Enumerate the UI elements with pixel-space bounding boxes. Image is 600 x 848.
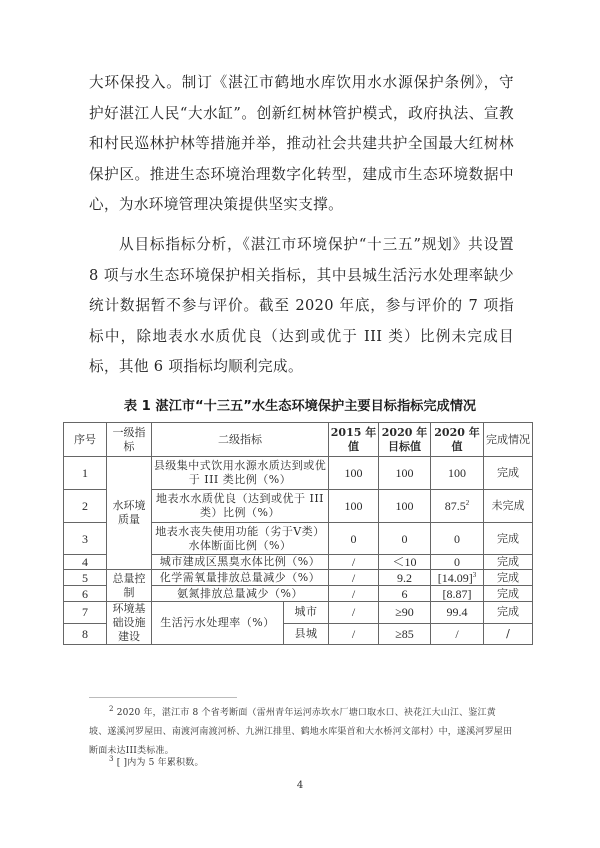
- cell-value: 100: [431, 457, 484, 490]
- footnote-separator: [89, 697, 237, 698]
- cell-value: [431, 570, 484, 586]
- table-row: [64, 570, 533, 586]
- cell-value: 99.4: [431, 602, 484, 624]
- footnote-ref: 2: [465, 499, 470, 507]
- cell-target: ＜10: [379, 555, 431, 570]
- cell-status: 未完成: [484, 490, 533, 523]
- cell-indicator: 城市建成区黑臭水体比例（%）: [152, 555, 329, 570]
- cell-value: 0: [431, 523, 484, 555]
- cell-value: /: [431, 623, 484, 645]
- cell-group-total-control: 总量控制: [107, 570, 152, 602]
- header-level1: 一级指标: [107, 423, 152, 457]
- cell-2015: 100: [329, 490, 379, 523]
- cell-value: 0: [431, 555, 484, 570]
- header-level2: 二级指标: [152, 423, 329, 457]
- cell-2015: /: [329, 586, 379, 602]
- indicator-table: [63, 422, 533, 645]
- footnote-2: [89, 704, 514, 761]
- cell-status: 完成: [484, 457, 533, 490]
- cell-status: 完成: [484, 555, 533, 570]
- table-row: [64, 602, 533, 624]
- cell-status: 完成: [484, 586, 533, 602]
- cell-target: 100: [379, 490, 431, 523]
- cell-seq: 3: [64, 523, 107, 555]
- footnote-mark: 2: [109, 705, 114, 713]
- cell-target: 100: [379, 457, 431, 490]
- cell-target: 0: [379, 523, 431, 555]
- cell-2015: 100: [329, 457, 379, 490]
- cell-group-infrastructure: 环境基础设施建设: [107, 602, 152, 645]
- cell-2015: 0: [329, 523, 379, 555]
- value-text: [14.09]: [437, 570, 473, 585]
- cell-status: /: [484, 623, 533, 645]
- cell-2015: /: [329, 623, 379, 645]
- cell-sub-indicator: 城市: [284, 602, 329, 624]
- footnote-ref: 3: [472, 570, 477, 579]
- cell-seq: 6: [64, 586, 107, 602]
- cell-value: [8.87]: [431, 586, 484, 602]
- cell-value: [431, 490, 484, 523]
- cell-seq: 8: [64, 623, 107, 645]
- header-2015: 2015 年值: [329, 423, 379, 457]
- cell-indicator: 生活污水处理率（%）: [152, 602, 284, 645]
- cell-target: ≥90: [379, 602, 431, 624]
- cell-indicator: 县级集中式饮用水源水质达到或优于 III 类比例（%）: [152, 457, 329, 490]
- header-2020-target: 2020 年目标值: [379, 423, 431, 457]
- cell-indicator: 地表水水质优良（达到或优于 III 类）比例（%）: [152, 490, 329, 523]
- header-seq: 序号: [64, 423, 107, 457]
- cell-indicator: 地表水丧失使用功能（劣于V类）水体断面比例（%）: [152, 523, 329, 555]
- footnote-text: 2020 年，湛江市 8 个省考断面（雷州青年运河赤坎水厂塘口取水口、袂花江大山江、鉴江黄坡、遂溪河罗屋田、南渡河南渡河桥、九洲江排里、鹤地水库渠首和大水桥河文部村）中，遂溪河罗屋田断面未达III类标准。: [89, 708, 513, 756]
- cell-seq: 4: [64, 555, 107, 570]
- footnote-mark: 3: [109, 755, 114, 763]
- cell-2015: /: [329, 570, 379, 586]
- cell-status: 完成: [484, 570, 533, 586]
- cell-seq: 7: [64, 602, 107, 624]
- value-text: 87.5: [444, 499, 466, 513]
- header-status: 完成情况: [484, 423, 533, 457]
- cell-indicator: 化学需氧量排放总量减少（%）: [152, 570, 329, 586]
- body-paragraph-2: 从目标指标分析，《湛江市环境保护“十三五”规划》共设置 8 项与水生态环境保护相关指标，其中县城生活污水处理率缺少统计数据暂不参与评价。截至 2020 年底，参与评价的 7 项指标中，除地表水水质优良（达到或优于 III 类）比例未完成目标，其他 6 项指标均顺利完成。: [89, 236, 514, 376]
- cell-group-water-quality: 水环境质量: [107, 457, 152, 570]
- footnote-text: [ ]内为 5 年累积数。: [116, 758, 204, 768]
- cell-seq: 1: [64, 457, 107, 490]
- cell-seq: 5: [64, 570, 107, 586]
- cell-2015: /: [329, 602, 379, 624]
- cell-2015: /: [329, 555, 379, 570]
- table-caption: 表 1 湛江市“十三五”水生态环境保护主要目标指标完成情况: [123, 399, 477, 414]
- cell-status: 完成: [484, 523, 533, 555]
- cell-target: 9.2: [379, 570, 431, 586]
- cell-sub-indicator: 县城: [284, 623, 329, 645]
- page-number: 4: [296, 780, 304, 791]
- header-2020-value: 2020 年值: [431, 423, 484, 457]
- cell-target: ≥85: [379, 623, 431, 645]
- cell-status: 完成: [484, 602, 533, 624]
- cell-target: 6: [379, 586, 431, 602]
- cell-indicator: 氨氮排放总量减少（%）: [152, 586, 329, 602]
- table-row: [64, 457, 533, 490]
- table-header-row: [64, 423, 533, 457]
- cell-seq: 2: [64, 490, 107, 523]
- body-paragraph-1: 大环保投入。制订《湛江市鹤地水库饮用水水源保护条例》，守护好湛江人民“大水缸”。创新红树林管护模式，政府执法、宣教和村民巡林护林等措施并举，推动社会共建共护全国最大红树林保护区。推进生态环境治理数字化转型，建成市生态环境数据中心，为水环境管理决策提供坚实支撑。: [89, 74, 514, 214]
- footnote-3: [89, 754, 514, 773]
